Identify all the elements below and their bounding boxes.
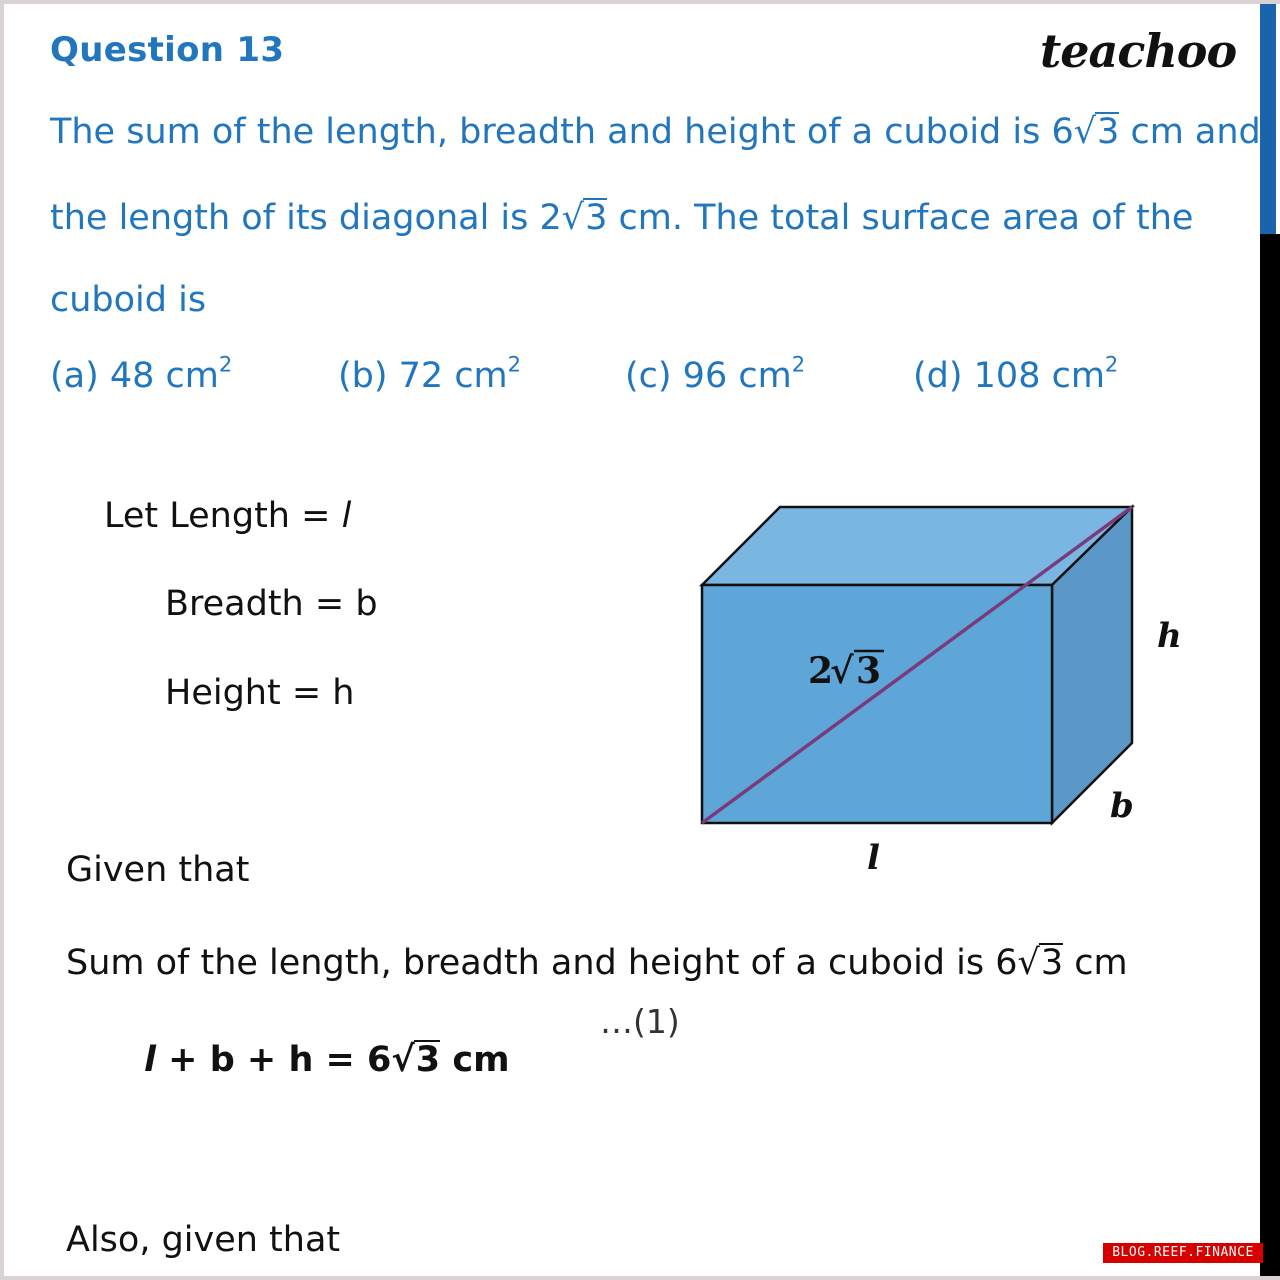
question-title: Question 13 [50,30,285,70]
length-variable: l [341,496,352,536]
equation-1 [144,1040,510,1080]
scrollbar-thumb[interactable] [1260,4,1276,234]
sqrt-symbol: √3 [1017,943,1064,983]
cuboid-diagram [690,495,1210,895]
question-line-1 [50,112,1261,152]
option-d[interactable] [913,352,1119,396]
scrollbar-gap [1276,4,1280,234]
sum-statement-text: Sum of the length, breadth and height of a cuboid is 6 [66,943,1018,983]
equation-tail: cm [440,1040,510,1080]
option-b[interactable] [338,352,522,396]
question-line-1-tail: cm and [1119,112,1261,152]
diagonal-label-radicand: 3 [856,650,882,692]
option-c-exponent: 2 [791,352,806,377]
given-that: Given that [66,850,250,890]
equation-variable: l [144,1040,156,1080]
option-a-label: (a) 48 cm [50,356,219,396]
let-length-text: Let Length = [104,496,342,536]
question-line-1-text: The sum of the length, breadth and height of a cuboid is 6 [50,112,1074,152]
sqrt-argument: 3 [1040,943,1064,983]
option-a-exponent: 2 [218,352,233,377]
option-c-label: (c) 96 cm [625,356,792,396]
question-line-3: cuboid is [50,280,207,320]
diagonal-label-radical: √ [830,650,854,692]
height-def: Height = h [165,673,355,713]
sqrt-symbol: √3 [391,1040,441,1080]
question-line-2-text: the length of its diagonal is 2 [50,198,562,238]
brand-logo: teachoo [1040,24,1237,78]
question-line-2 [50,198,1193,238]
sqrt-argument: 3 [585,198,608,238]
option-b-exponent: 2 [507,352,522,377]
diagonal-label-coef: 2 [808,650,834,692]
sqrt-symbol: √3 [561,198,608,238]
sum-statement [66,943,1128,983]
sqrt-argument: 3 [1097,112,1120,152]
option-b-label: (b) 72 cm [338,356,508,396]
breadth-label: b [1110,786,1134,826]
option-c[interactable] [625,352,806,396]
sqrt-symbol: √3 [1073,112,1120,152]
question-line-2-tail: cm. The total surface area of the [607,198,1194,238]
option-a[interactable] [50,352,233,396]
option-d-exponent: 2 [1104,352,1119,377]
also-given-that: Also, given that [66,1220,341,1260]
equation-middle: + b + h = 6 [156,1040,392,1080]
sqrt-argument: 3 [415,1040,441,1080]
breadth-def: Breadth = b [165,584,378,624]
equation-reference: …(1) [600,1002,680,1041]
height-label: h [1157,616,1182,656]
option-d-label: (d) 108 cm [913,356,1105,396]
watermark-badge: BLOG.REEF.FINANCE [1103,1243,1263,1263]
length-label: l [867,838,880,878]
cuboid-front-face [702,585,1052,823]
sum-statement-tail: cm [1063,943,1128,983]
let-length [104,496,351,536]
